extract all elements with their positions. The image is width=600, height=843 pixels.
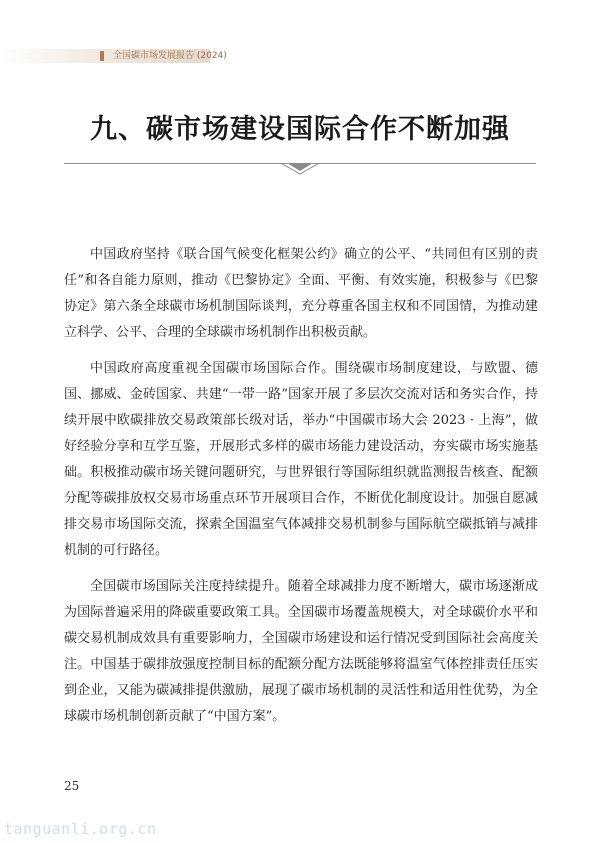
page-number: 25 (64, 779, 80, 793)
site-watermark: tanguanli.org.cn (4, 820, 157, 838)
paragraph-1: 中国政府坚持《联合国气候变化框架公约》确立的公平、“共同但有区别的责任”和各自能力原则，推动《巴黎协定》全面、平衡、有效实施，积极参与《巴黎协定》第六条全球碳市场机制国际谈判，充分尊重各国主权和不同国情，为推动建立科学、公平、合理的全球碳市场机制作出积极贡献。 (64, 247, 538, 340)
header-accent-mark (100, 51, 104, 61)
paragraph-2: 中国政府高度重视全国碳市场国际合作。围绕碳市场制度建设，与欧盟、德国、挪威、金砖国家、共建“一带一路”国家开展了多层次交流对话和务实合作，持续开展中欧碳排放交易政策部长级对话，举办“中国碳市场大会 2023 · 上海”，做好经验分享和互学互鉴，开展形式多样的碳市场能力建设活动，夯实碳市场实施基础。积极推动碳市场关键问题研究，与世界银行等国际组织就监测报告核查、配额分配等碳排放权交易市场重点环节开展项目合作，不断优化制度设计。加强自愿减排交易市场国际交流，探索全国温室气体减排交易机制参与国际航空碳抵销与减排机制的可行路径。 (64, 361, 538, 558)
chapter-title: 九、碳市场建设国际合作不断加强 (90, 114, 510, 145)
running-header: 全国碳市场发展报告 (2024) (113, 51, 227, 61)
paragraph-3: 全国碳市场国际关注度持续提升。随着全球减排力度不断增大，碳市场逐渐成为国际普遍采用的降碳重要政策工具。全国碳市场覆盖规模大，对全球碳价水平和碳交易机制成效具有重要影响力，全国碳市场建设和运行情况受到国际社会高度关注。中国基于碳排放强度控制目标的配额分配方法既能够将温室气体控排责任压实到企业，又能为碳减排提供激励，展现了碳市场机制的灵活性和适用性优势，为全球碳市场机制创新贡献了“中国方案”。 (64, 579, 538, 724)
body-text (64, 242, 538, 740)
title-notch-icon (281, 159, 319, 175)
